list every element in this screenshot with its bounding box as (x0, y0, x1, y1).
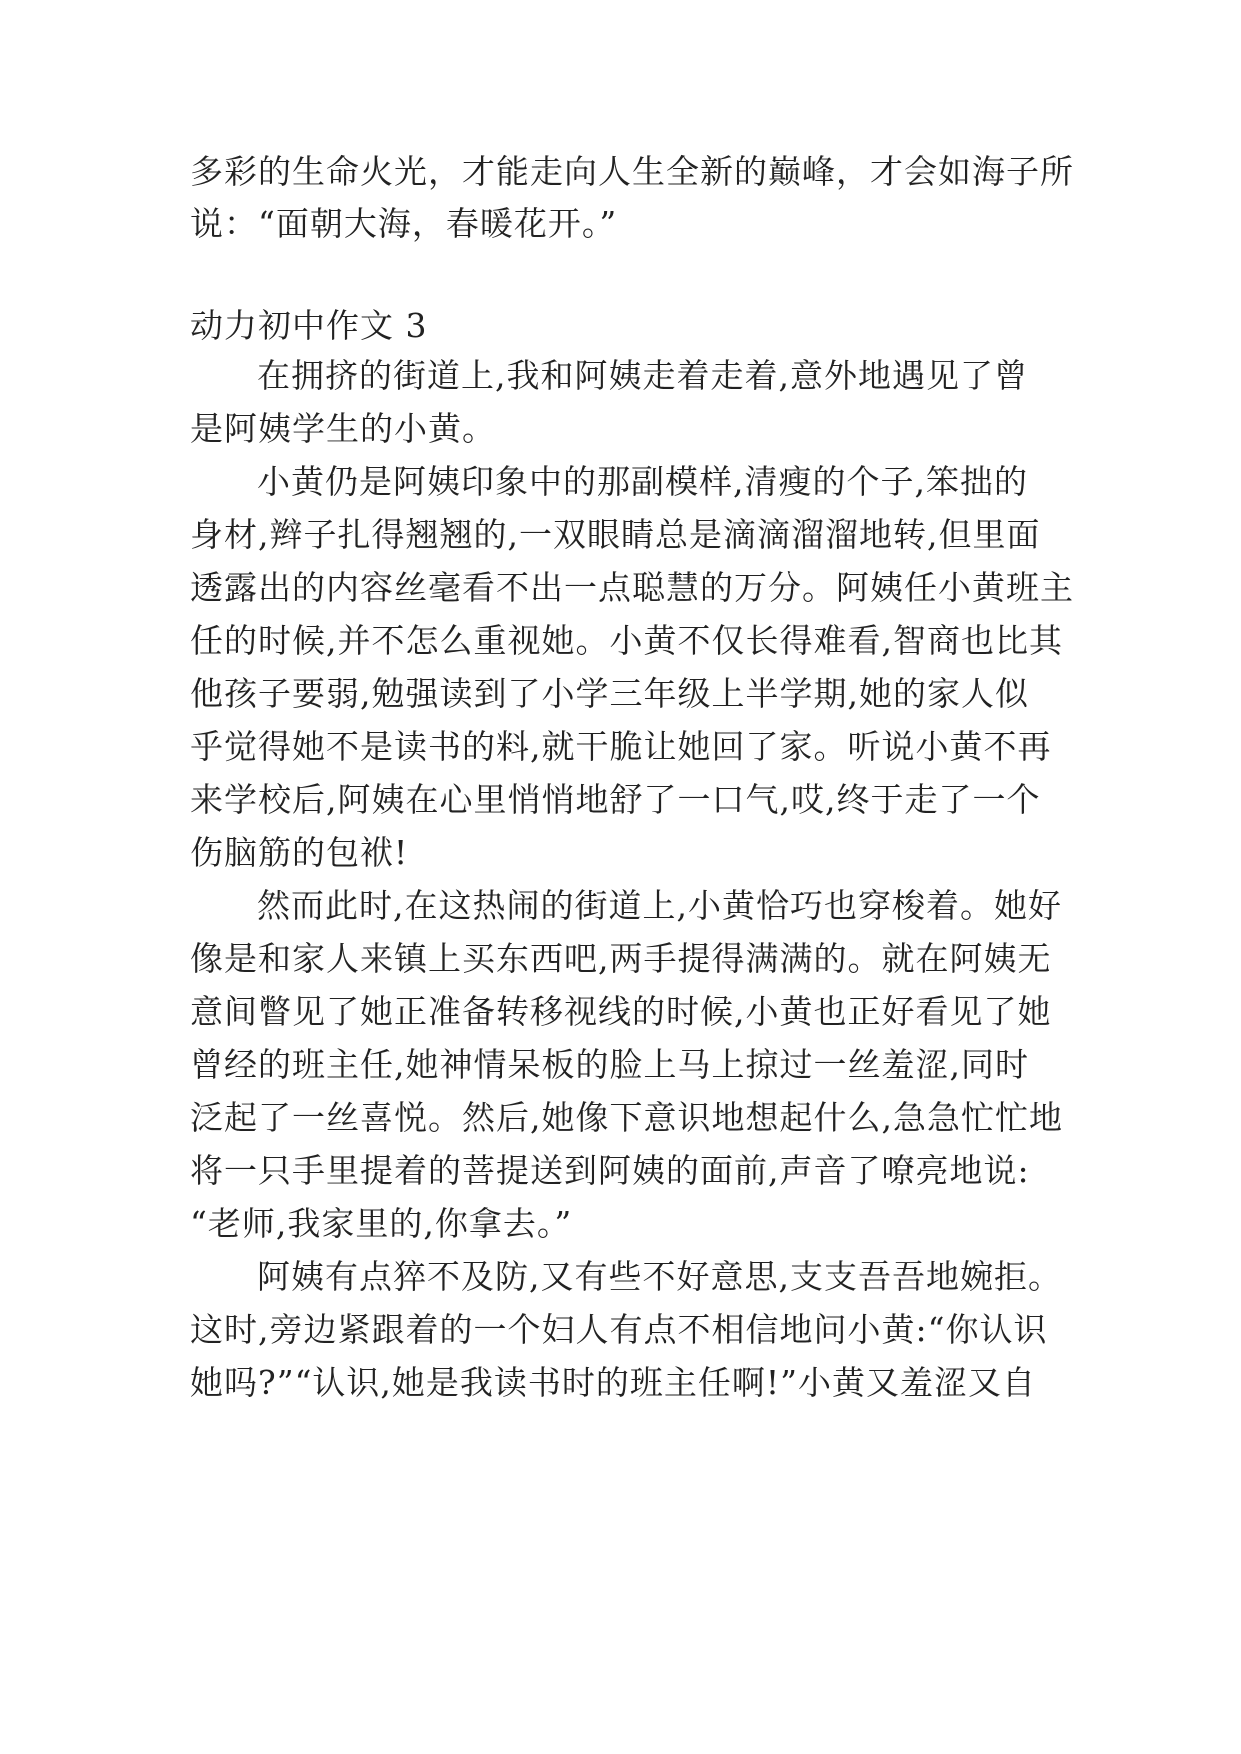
paragraph-line: 透露出的内容丝毫看不出一点聪慧的万分。阿姨任小黄班主 (190, 568, 1074, 607)
paragraph-line: 任的时候,并不怎么重视她。小黄不仅长得难看,智商也比其 (190, 621, 1063, 660)
paragraph-line: 伤脑筋的包袱! (190, 833, 409, 872)
paragraph-line: 来学校后,阿姨在心里悄悄地舒了一口气,哎,终于走了一个 (190, 780, 1041, 819)
paragraph-line: 像是和家人来镇上买东西吧,两手提得满满的。就在阿姨无 (190, 939, 1052, 978)
intro-line: 多彩的生命火光，才能走向人生全新的巅峰，才会如海子所 (190, 152, 1074, 191)
paragraph-line: “老师,我家里的,你拿去。” (190, 1204, 573, 1243)
paragraph-line: 身材,辫子扎得翘翘的,一双眼睛总是滴滴溜溜地转,但里面 (190, 515, 1041, 554)
intro-line: 说：“面朝大海，春暖花开。” (190, 204, 618, 243)
paragraph-line: 将一只手里提着的菩提送到阿姨的面前,声音了嘹亮地说: (190, 1151, 1030, 1190)
section-title: 动力初中作文 3 (190, 306, 428, 345)
paragraph-line: 乎觉得她不是读书的料,就干脆让她回了家。听说小黄不再 (190, 727, 1052, 766)
paragraph-line: 阿姨有点猝不及防,又有些不好意思,支支吾吾地婉拒。 (257, 1257, 1062, 1296)
paragraph-line: 她吗?”“认识,她是我读书时的班主任啊!”小黄又羞涩又自 (190, 1363, 1037, 1402)
paragraph-line: 然而此时,在这热闹的街道上,小黄恰巧也穿梭着。她好 (257, 886, 1062, 925)
paragraph-line: 是阿姨学生的小黄。 (190, 409, 496, 448)
paragraph-line: 在拥挤的街道上,我和阿姨走着走着,意外地遇见了曾 (257, 356, 1028, 395)
paragraph-line: 小黄仍是阿姨印象中的那副模样,清瘦的个子,笨拙的 (257, 462, 1028, 501)
paragraph-line: 泛起了一丝喜悦。然后,她像下意识地想起什么,急急忙忙地 (190, 1098, 1063, 1137)
paragraph-line: 曾经的班主任,她神情呆板的脸上马上掠过一丝羞涩,同时 (190, 1045, 1029, 1084)
paragraph-line: 意间瞥见了她正准备转移视线的时候,小黄也正好看见了她 (190, 992, 1052, 1031)
paragraph-line: 他孩子要弱,勉强读到了小学三年级上半学期,她的家人似 (190, 674, 1029, 713)
paragraph-line: 这时,旁边紧跟着的一个妇人有点不相信地问小黄:“你认识 (190, 1310, 1048, 1349)
